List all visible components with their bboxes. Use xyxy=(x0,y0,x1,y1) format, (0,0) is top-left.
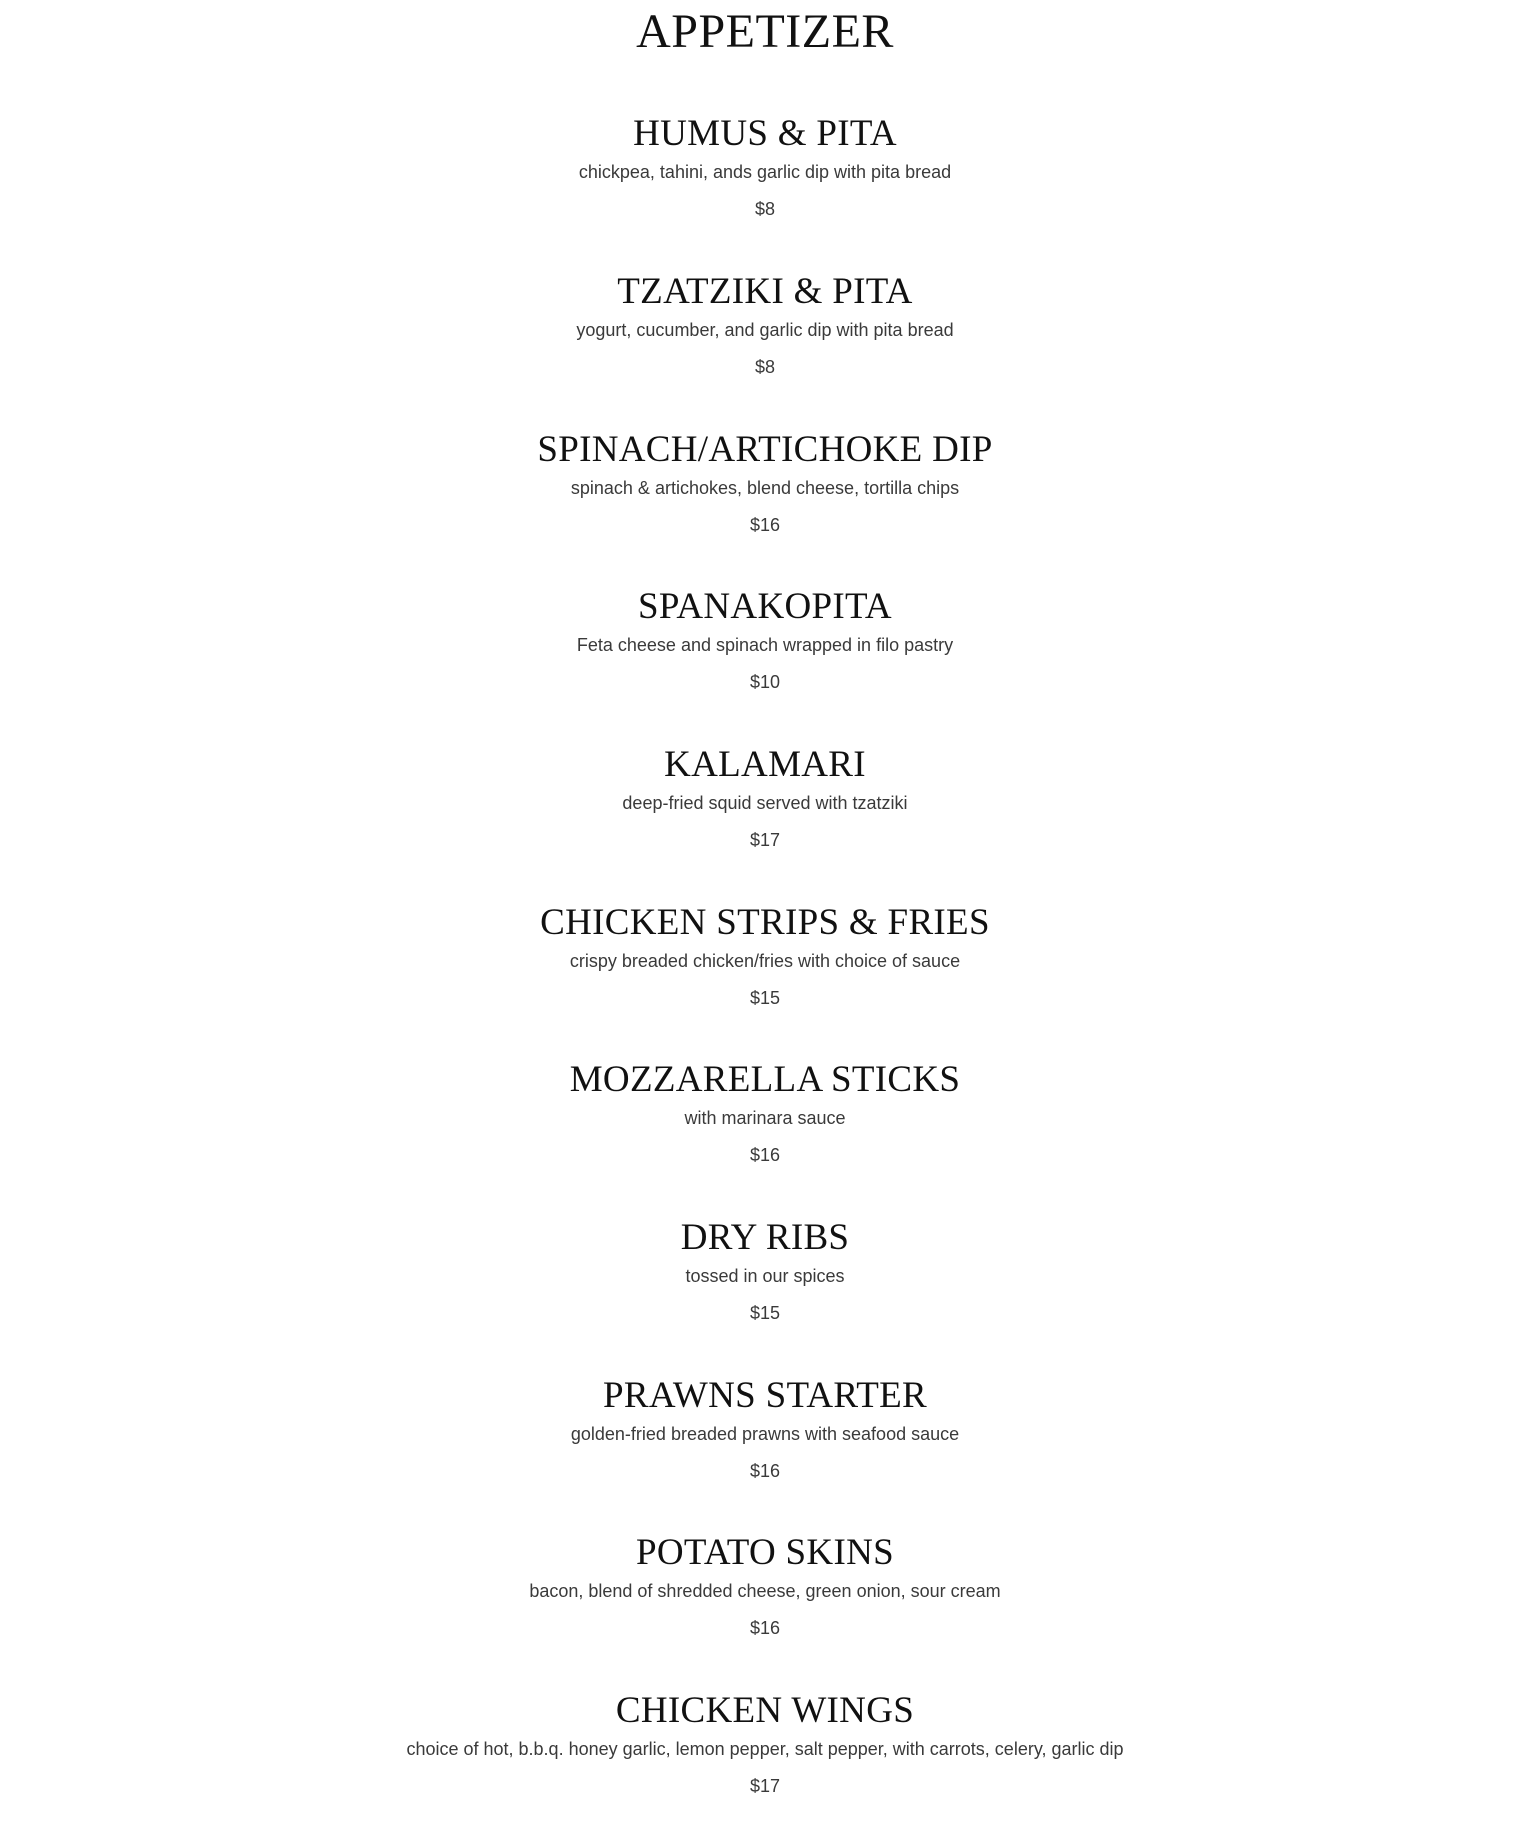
item-name: MOZZARELLA STICKS xyxy=(569,1059,961,1100)
item-price: $16 xyxy=(749,1618,781,1638)
item-price: $16 xyxy=(749,515,781,535)
item-price: $8 xyxy=(754,357,776,377)
item-price: $8 xyxy=(754,199,776,219)
item-description: spinach & artichokes, blend cheese, tortilla chips xyxy=(570,478,960,498)
menu-item-spanakopita xyxy=(0,585,1530,725)
item-name: HUMUS & PITA xyxy=(633,113,897,154)
item-description: bacon, blend of shredded cheese, green onion, sour cream xyxy=(529,1581,1001,1601)
item-price: $16 xyxy=(749,1145,781,1165)
item-name: CHICKEN WINGS xyxy=(615,1690,915,1731)
item-description: chickpea, tahini, ands garlic dip with pita bread xyxy=(578,162,952,182)
item-name: PRAWNS STARTER xyxy=(603,1375,927,1416)
menu-item-tzatziki-pita xyxy=(0,270,1530,410)
item-description: tossed in our spices xyxy=(685,1266,845,1286)
menu-item-chicken-strips-fries xyxy=(0,901,1530,1041)
menu-item-prawns-starter xyxy=(0,1374,1530,1514)
item-description: golden-fried breaded prawns with seafood sauce xyxy=(570,1424,960,1444)
item-name: CHICKEN STRIPS & FRIES xyxy=(540,902,990,943)
menu-item-humus-pita xyxy=(0,112,1530,252)
menu-item-mozzarella-sticks xyxy=(0,1058,1530,1198)
item-name: DRY RIBS xyxy=(680,1217,850,1258)
item-price: $17 xyxy=(749,830,781,850)
item-name: POTATO SKINS xyxy=(636,1532,894,1573)
item-price: $15 xyxy=(749,988,781,1008)
menu-item-potato-skins xyxy=(0,1531,1530,1671)
item-name: SPANAKOPITA xyxy=(638,586,892,627)
item-name: TZATZIKI & PITA xyxy=(617,271,913,312)
item-name: KALAMARI xyxy=(664,744,866,785)
section-title: APPETIZER xyxy=(636,5,894,58)
item-description: choice of hot, b.b.q. honey garlic, lemon pepper, salt pepper, with carrots, celery, garlic dip xyxy=(406,1739,1124,1759)
item-description: yogurt, cucumber, and garlic dip with pita bread xyxy=(576,320,954,340)
item-description: Feta cheese and spinach wrapped in filo pastry xyxy=(576,635,954,655)
menu-item-dry-ribs xyxy=(0,1216,1530,1356)
menu-item-spinach-artichoke-dip xyxy=(0,428,1530,568)
item-price: $16 xyxy=(749,1461,781,1481)
item-price: $15 xyxy=(749,1303,781,1323)
menu-item-chicken-wings xyxy=(0,1689,1530,1829)
item-price: $17 xyxy=(749,1776,781,1796)
item-description: with marinara sauce xyxy=(684,1108,846,1128)
item-price: $10 xyxy=(749,672,781,692)
item-name: SPINACH/ARTICHOKE DIP xyxy=(537,429,993,470)
item-description: crispy breaded chicken/fries with choice of sauce xyxy=(569,951,961,971)
item-description: deep-fried squid served with tzatziki xyxy=(622,793,908,813)
menu-item-kalamari xyxy=(0,743,1530,883)
